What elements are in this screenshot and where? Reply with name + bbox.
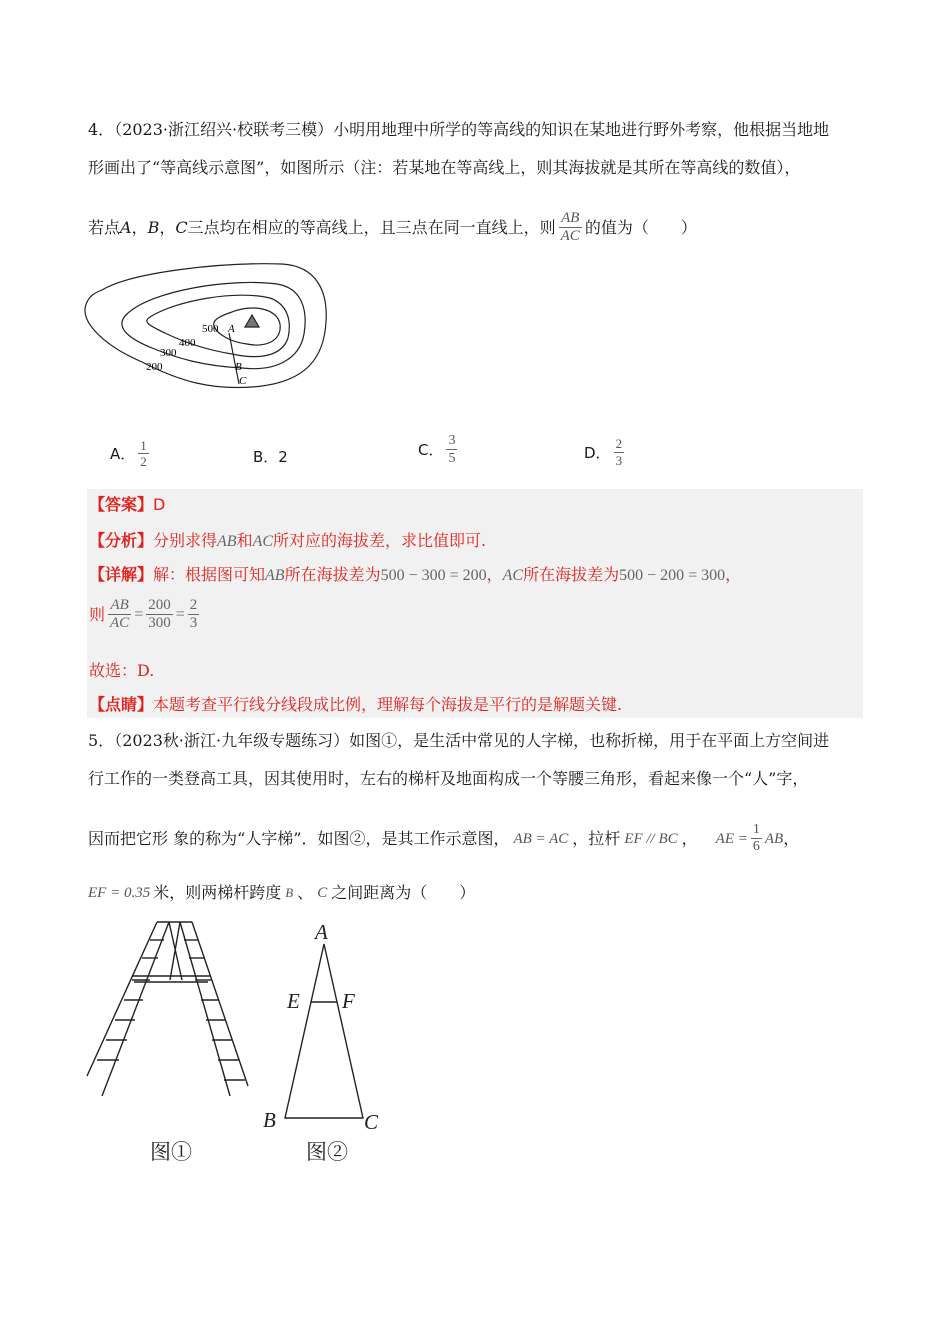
option-a-den: 2 <box>140 454 147 469</box>
ratio-1-den: AC <box>110 615 130 631</box>
analysis-text-a: 分别求得 <box>153 531 218 550</box>
q4-line3 <box>88 210 697 245</box>
option-a-fraction <box>138 438 149 469</box>
option-c-letter: C． <box>418 441 444 459</box>
option-d[interactable] <box>584 436 627 469</box>
analysis-tag: 【分析】 <box>89 531 154 550</box>
comma: ， <box>131 217 148 237</box>
option-b-letter: B． <box>253 448 279 466</box>
q5-line3 <box>88 822 799 855</box>
answer-section <box>87 489 863 718</box>
option-a-letter: A． <box>110 445 136 463</box>
q5-line2: 行工作的一类登高工具，因其使用时，左右的梯杆及地面构成一个等腰三角形，看起来像一个“人”字， <box>88 769 809 788</box>
q4-line3-text-a: 若点 <box>88 217 121 237</box>
q5-line4-text-a: 米，则两梯杆跨度 <box>153 883 282 902</box>
option-b-value: 2 <box>278 448 288 466</box>
detail-text-a: 解：根据图可知 <box>153 565 266 584</box>
contour-point-c: C <box>239 375 247 387</box>
detail-text-e: ， <box>725 565 742 584</box>
q5-number: 5． <box>88 731 115 750</box>
ratio-fraction-3 <box>188 597 200 632</box>
q4-line2: 形画出了“等高线示意图”，如图所示（注：若某地在等高线上，则其海拔就是其所在等高线的数值）， <box>88 158 801 177</box>
triangle-vertex-c: C <box>364 1110 379 1133</box>
fraction-denominator: AC <box>560 228 580 244</box>
one-sixth-num: 1 <box>752 822 760 837</box>
detail-text-b: 所在海拔差为 <box>284 565 381 584</box>
ratio-3-den: 3 <box>189 615 198 631</box>
contour-300-label: 300 <box>160 347 177 359</box>
q4-line3-text-g: 三点均在相应的等高线上，且三点在同一直线上，则 <box>187 217 556 237</box>
comment-text: 本题考查平行线分线段成比例，理解每个海拔是平行的是解题关键. <box>153 695 623 714</box>
ab-equals-ac: AB = AC <box>513 830 569 847</box>
analysis-text-b: 和 <box>236 531 253 550</box>
point-b-label: B <box>285 885 294 900</box>
option-d-fraction <box>614 436 625 469</box>
detail-text-d: 所在海拔差为 <box>523 565 620 584</box>
contour-500-label: 500 <box>202 323 219 335</box>
ratio-2-num: 200 <box>148 597 171 613</box>
q5-line1 <box>88 731 829 751</box>
q5-line4-text-e: 之间距离为（ ） <box>331 883 476 902</box>
point-c-label: C <box>175 217 188 237</box>
ab-term: AB <box>764 830 784 847</box>
option-d-den: 3 <box>615 453 623 468</box>
contour-200-label: 200 <box>146 361 163 373</box>
q5-line3-text-a: 因而把它形 象的称为“人字梯”．如图②，是其工作示意图， <box>88 828 510 848</box>
option-c[interactable] <box>418 432 460 467</box>
one-sixth-fraction <box>751 822 762 855</box>
q4-source: （2023·浙江绍兴·校联考三模） <box>114 120 334 139</box>
ef-equals-value: EF = 0.35 <box>88 885 151 901</box>
ratio-3-num: 2 <box>189 597 198 613</box>
detail-ac: AC <box>502 567 524 584</box>
analysis-ac: AC <box>252 533 274 550</box>
ratio-1-num: AB <box>110 597 129 613</box>
q5-line3-text-b: ，拉杆 <box>572 828 621 848</box>
triangle-vertex-a: A <box>315 920 328 944</box>
detail-equation-2: 500 − 200 = 300 <box>619 567 726 584</box>
detail-ab: AB <box>265 567 285 584</box>
comment-line <box>89 695 622 715</box>
q4-line1 <box>88 120 829 140</box>
detail-text-c: ， <box>486 565 503 584</box>
comment-tag: 【点睛】 <box>89 695 154 714</box>
one-sixth-den: 6 <box>752 839 760 854</box>
ratio-line <box>89 597 202 632</box>
ef-parallel-bc: EF // BC <box>624 830 678 847</box>
detail-line <box>89 565 741 586</box>
comma: ， <box>783 828 800 848</box>
analysis-text-c: 所对应的海拔差，求比值即可. <box>273 531 487 550</box>
point-c-label: C <box>317 885 328 901</box>
answer-value: D <box>153 495 166 514</box>
contour-map-figure <box>82 262 332 392</box>
option-c-den: 5 <box>448 451 456 466</box>
option-c-fraction <box>446 432 457 467</box>
ratio-2-den: 300 <box>148 615 171 631</box>
q4-line1-text: 小明用地理中所学的等高线的知识在某地进行野外考察，他根据当地地 <box>333 120 830 139</box>
figure-1-caption: 图① <box>150 1140 192 1164</box>
q4-number: 4． <box>88 120 115 139</box>
option-b[interactable] <box>253 446 288 467</box>
triangle-vertex-b: B <box>263 1108 276 1132</box>
equals-sign: = <box>134 605 144 623</box>
detail-equation-1: 500 − 300 = 200 <box>380 567 487 584</box>
option-d-num: 2 <box>615 436 623 451</box>
then-text: 则 <box>89 604 106 624</box>
ladder-diagram-figure <box>258 918 398 1133</box>
point-a-label: A <box>120 217 132 237</box>
fraction-numerator: AB <box>561 210 580 226</box>
answer-line <box>89 495 165 515</box>
option-a-num: 1 <box>140 438 147 453</box>
analysis-ab: AB <box>217 533 237 550</box>
comma: ， <box>159 217 176 237</box>
choose-line: 故选：D. <box>89 661 155 680</box>
option-c-num: 3 <box>448 433 456 448</box>
ratio-fraction-2 <box>146 597 173 632</box>
step-ladder-figure <box>82 918 257 1113</box>
equals-sign: = <box>175 605 185 623</box>
q4-line3-text-h: 的值为（ ） <box>584 217 697 237</box>
option-d-letter: D． <box>584 444 611 462</box>
ae-equals: AE = <box>715 830 748 847</box>
contour-point-b: B <box>235 361 242 373</box>
option-a[interactable] <box>110 438 152 469</box>
ratio-fraction-1 <box>108 597 131 632</box>
contour-point-a: A <box>228 323 235 335</box>
q5-source: （2023秋·浙江·九年级专题练习） <box>114 731 350 750</box>
separator: 、 <box>297 883 314 902</box>
point-b-label: B <box>147 217 160 237</box>
triangle-point-e: E <box>287 989 300 1013</box>
q5-line4 <box>88 883 475 903</box>
q5-line1-text: 如图①，是生活中常见的人字梯，也称折梯，用于在平面上方空间进 <box>349 731 830 750</box>
triangle-point-f: F <box>342 989 355 1013</box>
detail-tag: 【详解】 <box>89 565 154 584</box>
analysis-line <box>89 531 486 552</box>
ab-over-ac-fraction <box>559 210 582 245</box>
comma: ， <box>681 828 698 848</box>
figure-2-caption: 图② <box>306 1140 348 1164</box>
contour-400-label: 400 <box>179 337 196 349</box>
answer-tag: 【答案】 <box>89 495 154 514</box>
